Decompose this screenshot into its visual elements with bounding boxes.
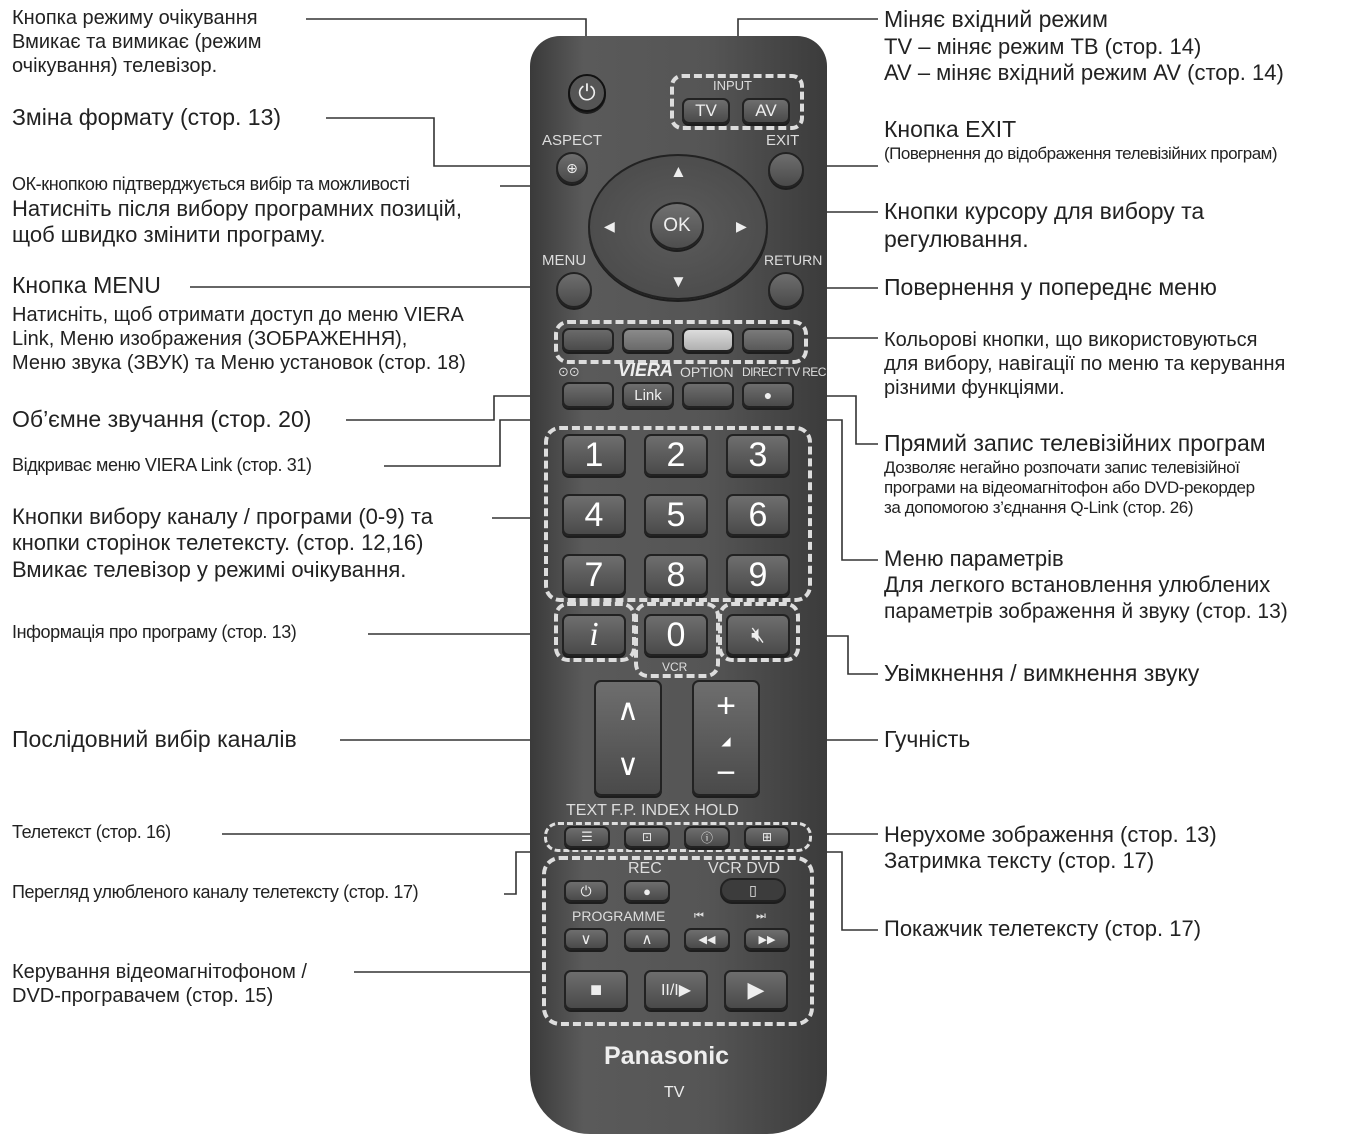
digit-6-button[interactable]: 6 <box>726 494 790 536</box>
rec-label: REC <box>628 860 662 877</box>
cursor-right-button[interactable]: ▶ <box>736 218 747 234</box>
annotation-info: Інформація про програму (стор. 13) <box>12 622 297 642</box>
channel-rocker[interactable] <box>594 680 662 796</box>
stop-button[interactable] <box>564 970 628 1010</box>
volume-ramp-icon: ◢ <box>721 734 731 748</box>
annotation-favourite: Перегляд улюбленого каналу телетексту (стор. 17) <box>12 882 419 902</box>
aspect-label: ASPECT <box>542 132 603 149</box>
exit-button[interactable] <box>768 152 804 188</box>
hold-button[interactable] <box>744 826 790 848</box>
record-icon: ● <box>763 387 773 403</box>
programme-down-button[interactable] <box>564 928 608 950</box>
return-button[interactable] <box>768 272 804 308</box>
annotation-option: Меню параметрів Для легкого встановлення улюблених параметрів зображення й звуку (стор. 13) <box>884 546 1288 623</box>
vcr-dvd-label: VCR DVD <box>708 860 781 877</box>
chevron-up-icon: ∧ <box>617 694 639 727</box>
cursor-down-button[interactable]: ▼ <box>670 272 687 291</box>
favourite-icon: ⊡ <box>641 830 653 844</box>
vcr-zero-label: VCR <box>662 660 688 674</box>
favourite-page-button[interactable] <box>624 826 670 848</box>
rewind-icon: ◀◀ <box>698 933 716 946</box>
annotation-cursor: Кнопки курсору для вибору та регулювання. <box>884 198 1205 252</box>
info-button[interactable]: i <box>562 614 626 656</box>
volume-marks <box>716 687 736 792</box>
vcr-power-button[interactable] <box>564 880 608 902</box>
fast-forward-button[interactable] <box>744 928 790 950</box>
index-button[interactable] <box>684 826 730 848</box>
play-icon: ▶ <box>747 977 765 1002</box>
annotation-colour: Кольорові кнопки, що використовуються для вибору, навігації по меню та керування різними функціями. <box>884 329 1286 399</box>
annotation-viera-link: Відкриває меню VIERA Link (стор. 31) <box>12 455 312 475</box>
digit-5-button[interactable]: 5 <box>644 494 708 536</box>
annotation-exit: Кнопка EXIT (Повернення до відображення телевізійних програм) <box>884 116 1278 163</box>
aspect-icon: ⊕ <box>566 159 578 176</box>
menu-button[interactable] <box>556 272 592 308</box>
skip-back-icon: ⏮ <box>694 910 704 922</box>
mute-icon: 🔇︎ <box>751 622 765 647</box>
tv-button[interactable]: TV <box>682 98 730 124</box>
rewind-button[interactable] <box>684 928 730 950</box>
annotation-direct-rec: Прямий запис телевізійних програм Дозволяє негайно розпочати запис телевізійної програми на відеомагнітофон або DVD-рекордер за допомогою з’єднання Q-Link (стор. 26) <box>884 430 1266 518</box>
digit-3-button[interactable]: 3 <box>726 434 790 476</box>
exit-label: EXIT <box>766 132 800 149</box>
plus-icon: + <box>716 687 736 725</box>
annotation-aspect: Зміна формату (стор. 13) <box>12 104 282 130</box>
annotation-hold: Нерухоме зображення (стор. 13) Затримка тексту (стор. 17) <box>884 822 1217 874</box>
teletext-icon: ☰ <box>581 829 593 844</box>
blue-button[interactable] <box>742 328 794 352</box>
digit-4-button[interactable]: 4 <box>562 494 626 536</box>
annotation-numbers: Кнопки вибору каналу / програми (0-9) та кнопки сторінок телетексту. (стор. 12,16) Вмикає телевізор у режимі очікування. <box>12 504 433 582</box>
power-icon: ⏻ <box>580 882 592 899</box>
digit-8-button[interactable]: 8 <box>644 554 708 596</box>
chevron-down-icon: ∨ <box>617 749 639 782</box>
hold-icon: ⊞ <box>761 830 773 844</box>
brand-logo: Panasonic <box>604 1042 730 1070</box>
annotation-return: Повернення у попереднє меню <box>884 274 1217 300</box>
switch-knob-icon: ▯ <box>749 881 757 898</box>
minus-icon: − <box>716 754 736 792</box>
leader-aspect <box>326 118 550 166</box>
skip-forward-icon: ⏭ <box>756 910 766 922</box>
yellow-button[interactable] <box>682 328 734 352</box>
record-icon: ● <box>643 883 651 899</box>
cursor-left-button[interactable]: ◀ <box>604 218 615 234</box>
channel-arrows <box>617 693 639 783</box>
option-label: OPTION <box>680 364 734 380</box>
volume-rocker[interactable] <box>692 680 760 796</box>
surround-button[interactable] <box>562 382 614 408</box>
menu-label: MENU <box>542 252 587 269</box>
av-button[interactable]: AV <box>742 98 790 124</box>
digit-1-button[interactable]: 1 <box>562 434 626 476</box>
option-button[interactable] <box>682 382 734 408</box>
stop-icon: ■ <box>589 978 603 1001</box>
rec-button[interactable] <box>624 880 670 902</box>
pause-play-button[interactable]: II/I▶ <box>644 970 708 1010</box>
annotation-teletext: Телетекст (стор. 16) <box>12 822 171 842</box>
direct-tv-rec-button[interactable] <box>742 382 794 408</box>
viera-label: VIERA <box>618 360 674 380</box>
digit-9-button[interactable]: 9 <box>726 554 790 596</box>
play-button[interactable] <box>724 970 788 1010</box>
return-label: RETURN <box>764 252 823 268</box>
direct-tv-rec-label: DIRECT TV REC <box>742 365 826 379</box>
annotation-vcr: Керування відеомагнітофоном / DVD-програвачем (стор. 15) <box>12 961 307 1007</box>
digit-7-button[interactable]: 7 <box>562 554 626 596</box>
annotation-volume: Гучність <box>884 726 971 752</box>
annotation-input: Міняє вхідний режим TV – міняє режим ТВ (стор. 14) AV – міняє вхідний режим AV (стор. 14) <box>884 6 1284 85</box>
index-icon: ⓘ <box>700 830 713 845</box>
remote-control <box>530 36 827 1134</box>
cursor-up-button[interactable]: ▲ <box>670 162 687 181</box>
power-icon: ⏻ <box>578 80 596 105</box>
annotation-channel: Послідовний вибір каналів <box>12 726 297 752</box>
programme-label: PROGRAMME <box>572 908 666 924</box>
digit-2-button[interactable]: 2 <box>644 434 708 476</box>
mute-button[interactable] <box>726 614 790 656</box>
viera-link-button[interactable]: Link <box>622 382 674 408</box>
chevron-up-icon: ∧ <box>641 931 653 948</box>
red-button[interactable] <box>562 328 614 352</box>
annotation-ok: ОК-кнопкою підтверджується вибір та можливості Натисніть після вибору програмних позицій, щоб швидко змінити програму. <box>12 174 462 247</box>
annotation-menu: Кнопка MENU Натисніть, щоб отримати доступ до меню VIERA Link, Меню изображения (ЗОБРАЖЕННЯ), Меню звука (ЗВУК) та Меню установок (стор. 18) <box>12 272 466 374</box>
annotation-surround: Об’ємне звучання (стор. 20) <box>12 406 312 432</box>
digit-0-button[interactable]: 0 <box>644 614 708 656</box>
green-button[interactable] <box>622 328 674 352</box>
aspect-button[interactable] <box>556 152 588 184</box>
chevron-down-icon: ∨ <box>580 931 592 948</box>
annotation-standby: Кнопка режиму очікування Вмикає та вимикає (режим очікування) телевізор. <box>12 7 262 77</box>
text-row-label: TEXT F.P. INDEX HOLD <box>566 802 739 819</box>
model-label: TV <box>664 1084 685 1101</box>
annotation-mute: Увімкнення / вимкнення звуку <box>884 660 1200 686</box>
surround-icon: ⊙⊙ <box>558 364 580 379</box>
ok-button[interactable]: OK <box>650 202 704 250</box>
input-label: INPUT <box>713 78 752 93</box>
annotation-index: Покажчик телетексту (стор. 17) <box>884 916 1202 941</box>
vcr-dvd-switch[interactable] <box>720 878 786 902</box>
standby-button[interactable] <box>568 74 606 112</box>
programme-up-button[interactable] <box>624 928 670 950</box>
fast-forward-icon: ▶▶ <box>758 933 776 946</box>
teletext-button[interactable] <box>564 826 610 848</box>
